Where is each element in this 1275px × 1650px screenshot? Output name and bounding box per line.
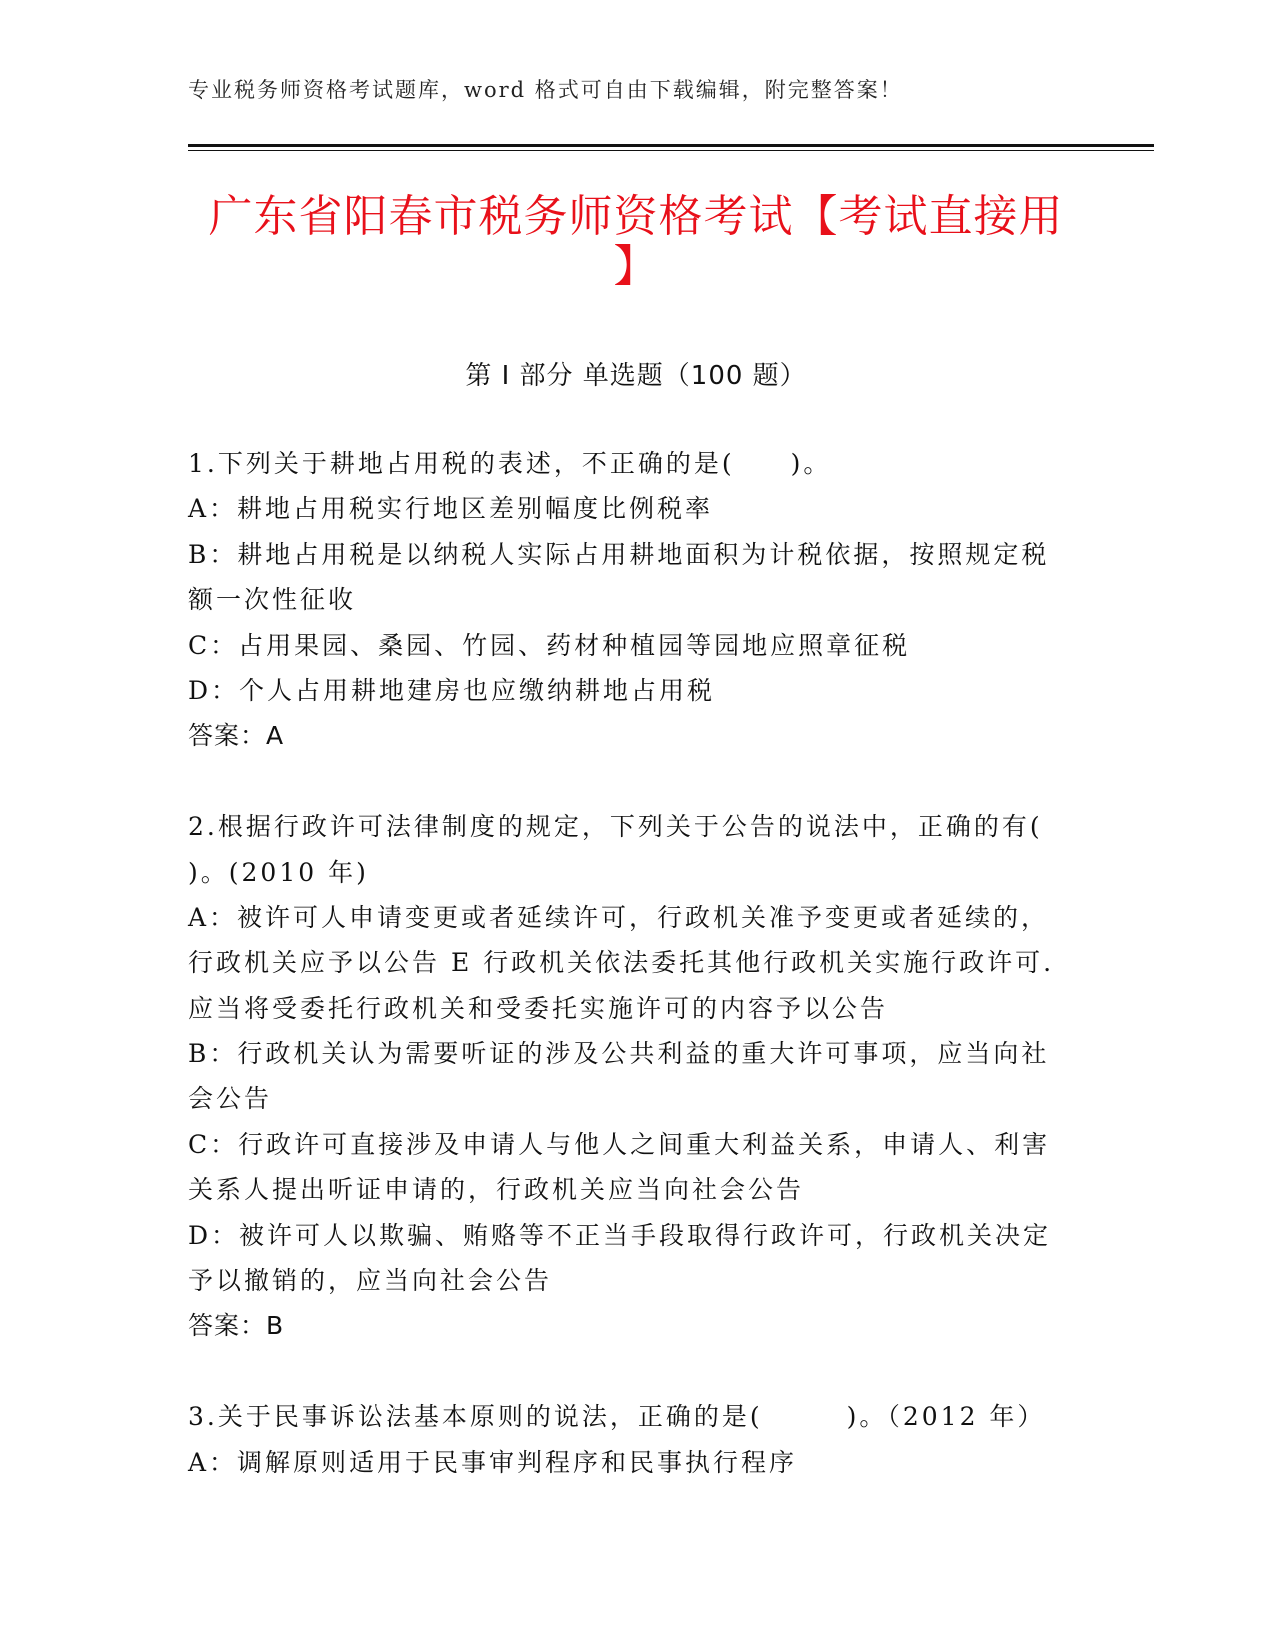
question-1 <box>188 441 1088 759</box>
question-2-stem-cont: )。(2010 年) <box>188 857 369 887</box>
question-3-option-a: A：调解原则适用于民事审判程序和民事执行程序 <box>188 1447 798 1477</box>
question-2-answer: 答案：B <box>188 1311 285 1341</box>
question-2-option-c: C：行政许可直接涉及申请人与他人之间重大利益关系，申请人、利害 <box>188 1129 1051 1159</box>
header-rule-thin <box>188 150 1154 151</box>
question-list <box>188 441 1088 1485</box>
question-1-option-b-cont: 额一次性征收 <box>188 585 357 615</box>
question-1-option-b: B：耕地占用税是以纳税人实际占用耕地面积为计税依据，按照规定税 <box>188 539 1050 569</box>
question-2-stem: 2.根据行政许可法律制度的规定，下列关于公告的说法中，正确的有( <box>188 812 1043 842</box>
question-3-stem: 3.关于民事诉讼法基本原则的说法，正确的是( )。（2012 年） <box>188 1402 1046 1432</box>
question-2-option-a-cont-1: 行政机关应予以公告 E 行政机关依法委托其他行政机关实施行政许可. <box>188 948 1055 978</box>
question-spacer <box>188 1349 1088 1394</box>
header-note: 专业税务师资格考试题库，word 格式可自由下载编辑，附完整答案！ <box>188 78 903 102</box>
question-2-option-a-cont-2: 应当将受委托行政机关和受委托实施许可的内容予以公告 <box>188 993 889 1023</box>
question-2 <box>188 804 1088 1349</box>
question-3 <box>188 1394 1088 1485</box>
question-2-option-b: B：行政机关认为需要听证的涉及公共利益的重大许可事项，应当向社 <box>188 1039 1050 1069</box>
question-1-stem: 1.下列关于耕地占用税的表述，不正确的是( )。 <box>188 449 832 478</box>
document-title-line-1: 广东省阳春市税务师资格考试【考试直接用 <box>208 191 1064 242</box>
question-2-option-d-cont: 予以撤销的，应当向社会公告 <box>188 1266 553 1296</box>
question-1-option-c: C：占用果园、桑园、竹园、药材种植园等园地应照章征税 <box>188 630 911 660</box>
document-title-line-2: 】 <box>613 241 659 292</box>
question-2-option-b-cont: 会公告 <box>188 1084 273 1114</box>
question-2-option-a: A：被许可人申请变更或者延续许可，行政机关准予变更或者延续的， <box>188 902 1050 932</box>
section-heading: 第 I 部分 单选题（100 题） <box>465 361 807 391</box>
document-title <box>188 192 1084 292</box>
question-1-option-a: A：耕地占用税实行地区差别幅度比例税率 <box>188 494 714 524</box>
question-1-option-d: D：个人占用耕地建房也应缴纳耕地占用税 <box>188 675 716 705</box>
question-spacer <box>188 759 1088 804</box>
header-rule-thick <box>188 144 1154 147</box>
question-2-option-d: D：被许可人以欺骗、贿赂等不正当手段取得行政许可，行政机关决定 <box>188 1220 1052 1250</box>
question-1-answer: 答案：A <box>188 721 285 751</box>
question-2-option-c-cont: 关系人提出听证申请的，行政机关应当向社会公告 <box>188 1175 805 1205</box>
